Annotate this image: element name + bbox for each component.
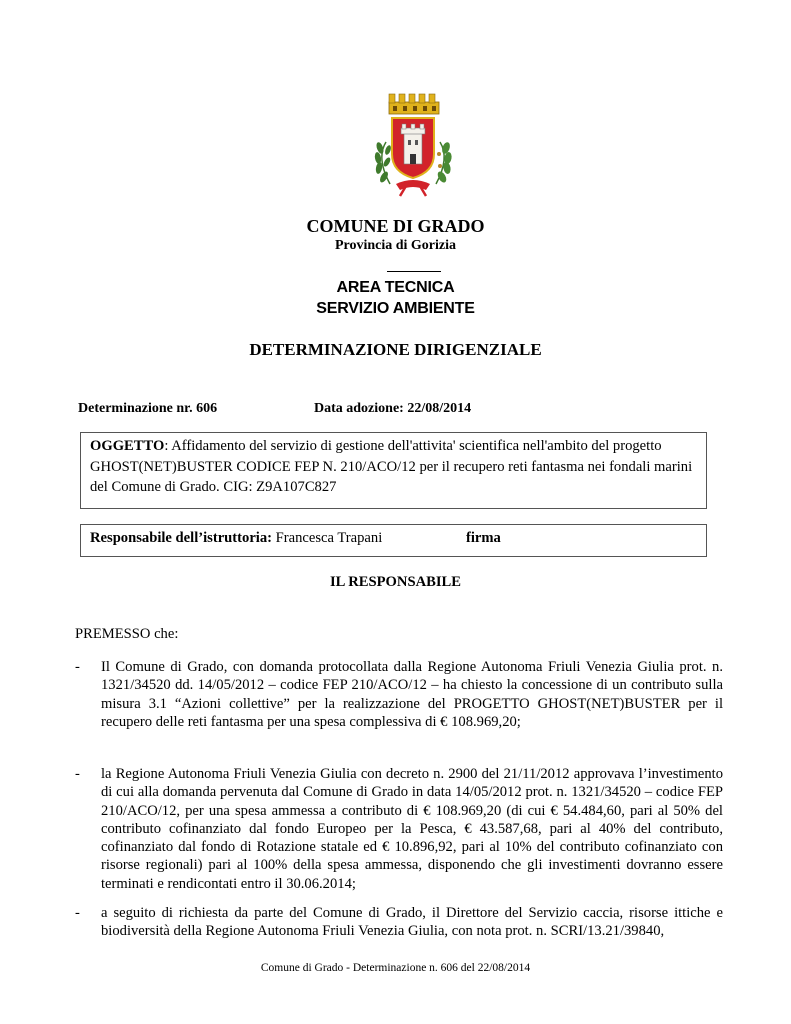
premise-label: PREMESSO che: — [75, 626, 179, 642]
crown — [389, 94, 439, 114]
ribbon — [396, 180, 430, 190]
document-type: DETERMINAZIONE DIRIGENZIALE — [249, 340, 542, 359]
entity-name: COMUNE DI GRADO — [306, 216, 485, 236]
coat-of-arms-icon — [366, 88, 460, 198]
subject-text: : Affidamento del servizio di gestione dell'attivita' scientifica nell'ambito del progetto GHOST(NET)BUSTER CODICE FEP N. 210/ACO/12 per il recupero reti fantasma nei fondali marini del Comune di Grado. CIG: Z9A107C827 — [90, 438, 693, 495]
bullet-dash: - — [75, 766, 80, 782]
adoption-date: Data adozione: 22/08/2014 — [314, 401, 472, 416]
list-item — [75, 904, 723, 941]
determination-number: Determinazione nr. 606 — [78, 401, 218, 416]
bullet-dash: - — [75, 659, 80, 675]
section-heading: IL RESPONSABILE — [330, 574, 461, 590]
signature-label: firma — [466, 530, 501, 546]
bullet-dash: - — [75, 905, 80, 921]
list-item-text: la Regione Autonoma Friuli Venezia Giulia con decreto n. 2900 del 21/11/2012 approvava l’investimento di cui alla domanda pervenuta dal Comune di Grado in data 14/05/2012 prot. n. 1321/34520 – codice FEP 210/ACO/12, per una spesa ammessa a contributo di € 108.969,20 (di cui € 54.484,60, pari al 50% del contributo cofinanziato dal fondo Europeo per la Pesca, € 43.587,68, pari al 40% del contributo, cofinanziato dal fondo di Rotazione statale ed € 10.896,92, pari al 10% del contributo cofinanziato con risorse regionali) pari al 100% della spesa ammessa, disponendo che gli investimenti dovranno essere terminati e rendicontati entro il 30.06.2014; — [101, 766, 723, 892]
list-item — [75, 658, 723, 731]
service-name: SERVIZIO AMBIENTE — [316, 300, 475, 317]
responsible-name: Francesca Trapani — [272, 530, 383, 546]
list-item-text: Il Comune di Grado, con domanda protocollata dalla Regione Autonoma Friuli Venezia Giulia prot. n. 1321/34520 dd. 14/05/2012 – codice FEP 210/ACO/12 – ha chiesto la concessione di un contributo sulla misura 3.1 “Azioni collettive” per la realizzazione del PROGETTO GHOST(NET)BUSTER per il recupero delle reti fantasma per una spesa complessiva di € 108.969,20; — [101, 659, 723, 730]
province-name: Provincia di Gorizia — [334, 238, 457, 253]
laurel-left — [374, 141, 392, 184]
divider — [387, 271, 441, 272]
responsible-box — [80, 524, 707, 557]
list-item — [75, 765, 723, 893]
list-item-text: a seguito di richiesta da parte del Comune di Grado, il Direttore del Servizio caccia, risorse ittiche e biodiversità della Regione Autonoma Friuli Venezia Giulia, con nota prot. n. SCRI/13.21/39840, — [101, 905, 723, 940]
area-name: AREA TECNICA — [336, 279, 455, 296]
page-footer: Comune di Grado - Determinazione n. 606 del 22/08/2014 — [260, 962, 531, 974]
responsible-label: Responsabile dell’istruttoria: — [90, 530, 273, 546]
subject-label: OGGETTO — [90, 438, 165, 454]
oak-right — [436, 141, 453, 184]
tower — [401, 124, 425, 164]
subject-box — [80, 432, 707, 509]
